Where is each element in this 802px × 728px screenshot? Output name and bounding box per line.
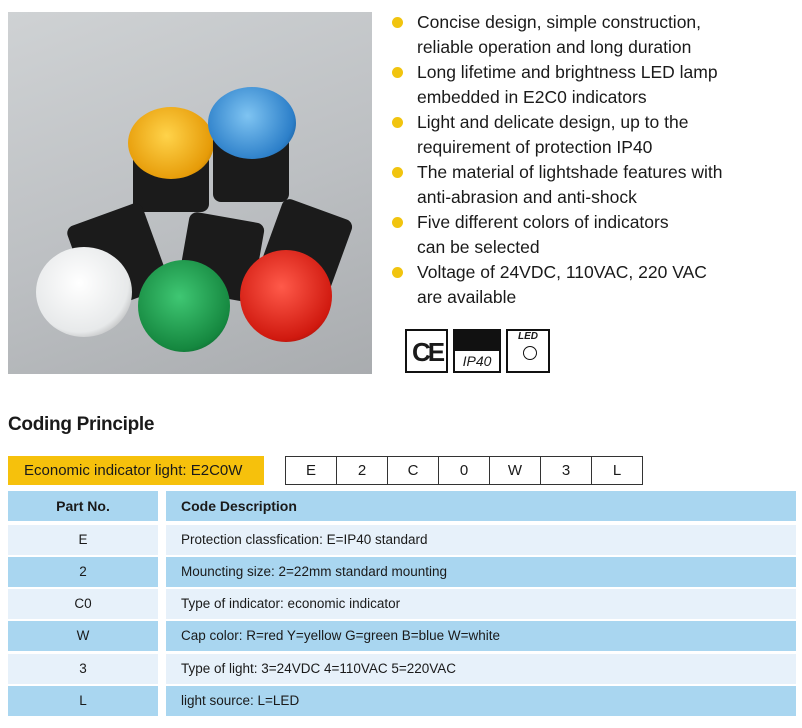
table-row — [8, 686, 796, 716]
section-title: Coding Principle — [8, 414, 155, 435]
bullet-icon — [392, 117, 403, 128]
feature-item: Five different colors of indicators can be selected — [390, 210, 790, 260]
description-cell: Type of light: 3=24VDC 4=110VAC 5=220VAC — [166, 654, 796, 684]
bullet-icon — [392, 17, 403, 28]
part-cell: 2 — [8, 557, 158, 587]
economic-indicator-label: Economic indicator light: E2C0W — [8, 456, 264, 485]
feature-item: Long lifetime and brightness LED lamp embedded in E2C0 indicators — [390, 60, 790, 110]
header-part-no: Part No. — [8, 491, 158, 521]
part-cell: L — [8, 686, 158, 716]
ce-mark-icon: CE — [405, 329, 448, 373]
description-cell: Mouncting size: 2=22mm standard mounting — [166, 557, 796, 587]
led-bulb-icon: LED — [506, 329, 550, 373]
code-box: L — [591, 456, 643, 485]
feature-item: The material of lightshade features with anti-abrasion and anti-shock — [390, 160, 790, 210]
feature-item: Concise design, simple construction, reliable operation and long duration — [390, 10, 790, 60]
code-box: 2 — [336, 456, 388, 485]
code-box: E — [285, 456, 337, 485]
table-row — [8, 557, 796, 587]
bullet-icon — [392, 267, 403, 278]
product-photo — [8, 12, 372, 374]
table-row — [8, 621, 796, 651]
bullet-icon — [392, 217, 403, 228]
lamp-blue — [208, 87, 296, 159]
feature-list — [390, 10, 790, 310]
code-box: 3 — [540, 456, 592, 485]
umbrella-icon — [455, 331, 499, 351]
part-cell: C0 — [8, 589, 158, 619]
feature-item: Light and delicate design, up to the requirement of protection IP40 — [390, 110, 790, 160]
lamp-yellow — [128, 107, 214, 179]
table-row — [8, 654, 796, 684]
bullet-icon — [392, 167, 403, 178]
code-box: 0 — [438, 456, 490, 485]
lamp-green — [138, 260, 230, 352]
feature-item: Voltage of 24VDC, 110VAC, 220 VAC are available — [390, 260, 790, 310]
code-box: W — [489, 456, 541, 485]
table-row — [8, 525, 796, 555]
part-cell: 3 — [8, 654, 158, 684]
bulb-icon — [523, 346, 537, 360]
description-cell: Type of indicator: economic indicator — [166, 589, 796, 619]
lamp-white — [36, 247, 132, 337]
lamp-red — [240, 250, 332, 342]
description-cell: light source: L=LED — [166, 686, 796, 716]
code-box: C — [387, 456, 439, 485]
ip40-icon: IP40 — [453, 329, 501, 373]
bullet-icon — [392, 67, 403, 78]
part-cell: E — [8, 525, 158, 555]
header-code-description: Code Description — [166, 491, 796, 521]
part-cell: W — [8, 621, 158, 651]
table-row — [8, 589, 796, 619]
description-cell: Cap color: R=red Y=yellow G=green B=blue W=white — [166, 621, 796, 651]
code-boxes — [286, 456, 643, 485]
description-cell: Protection classfication: E=IP40 standard — [166, 525, 796, 555]
table-header-row — [8, 491, 796, 521]
